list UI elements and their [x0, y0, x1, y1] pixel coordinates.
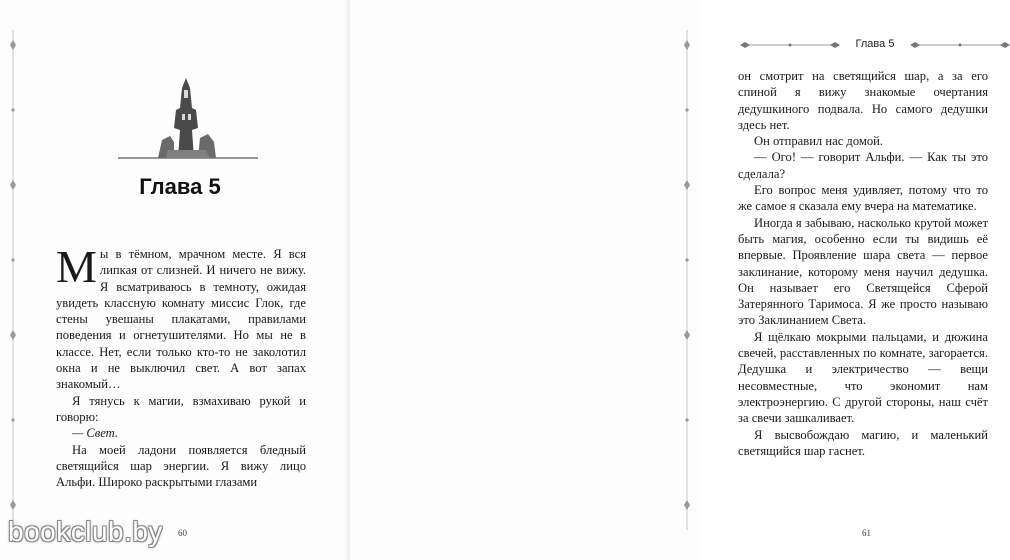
- paragraph: Я щёлкаю мокрыми пальцами, и дюжина свечей, расставленных по комнате, загорается. Дедушка и электричество — вещи несовместные, что экономит нам электроэнергию. С другой стороны, наш счёт за свечи зашкаливает.: [738, 329, 988, 426]
- paragraph-text: ы в тёмном, мрачном месте. Я вся липкая от слизней. И ничего не вижу. Я всматриваюсь в темноту, ожидая увидеть классную комнату миссис Глок, где стены увешаны плакатами, правилами поведения и огнетушителями. Но мы не в классе. Нет, если только кто-то не заколотил окна и не выключил свет. А вот запах знакомый…: [56, 247, 306, 392]
- page-number: 61: [862, 528, 871, 538]
- running-header: [740, 38, 1010, 54]
- flourish-ornament-icon: [910, 40, 1010, 50]
- flourish-ornament-icon: [740, 40, 840, 50]
- paragraph: Я тянусь к магии, взмахиваю рукой и говорю:: [56, 393, 306, 424]
- page-number: 60: [178, 528, 187, 538]
- paragraph: он смотрит на светящийся шар, а за его спиной я вижу знакомые очертания дедушкиного подвала. Но самого дедушки здесь нет.: [738, 69, 988, 132]
- castle-tower-illustration: [118, 70, 258, 170]
- paragraph: Его вопрос меня удивляет, потому что то же самое я сказала ему вчера на математике.: [738, 183, 988, 214]
- paragraph: [56, 425, 306, 441]
- running-header-title: Глава 5: [855, 38, 895, 50]
- chapter-title: Глава 5: [139, 174, 221, 199]
- watermark-text: bookclub.by: [8, 516, 163, 547]
- paragraph: Иногда я забываю, насколько крутой может быть магия, особенно если ты видишь её впервые. Проявление шара света — первое заклинание, которому меня научил дедушка. Он называет его Светящейся Сферой Затерянного Таримоса. Я же просто называю это Заклинанием Света.: [738, 215, 988, 328]
- paragraph: — Ого! — говорит Альфи. — Как ты это сделала?: [738, 150, 988, 181]
- paragraph: [56, 241, 306, 393]
- vertical-ornament-icon: [8, 30, 18, 530]
- paragraph: На моей ладони появляется бледный светящийся шар энергии. Я вижу лицо Альфи. Широко раскрытыми глазами: [56, 442, 306, 490]
- left-page: [0, 0, 350, 560]
- drop-cap: М: [56, 241, 97, 292]
- spell-word: — Свет.: [72, 426, 119, 441]
- right-page: [350, 0, 988, 560]
- right-body-text: [738, 68, 988, 459]
- paragraph: Он отправил нас домой.: [754, 134, 884, 149]
- left-body-text: [56, 241, 306, 490]
- paragraph: Я высвобождаю магию, и маленький светящийся шар гаснет.: [738, 427, 988, 458]
- vertical-ornament-icon: [682, 30, 692, 530]
